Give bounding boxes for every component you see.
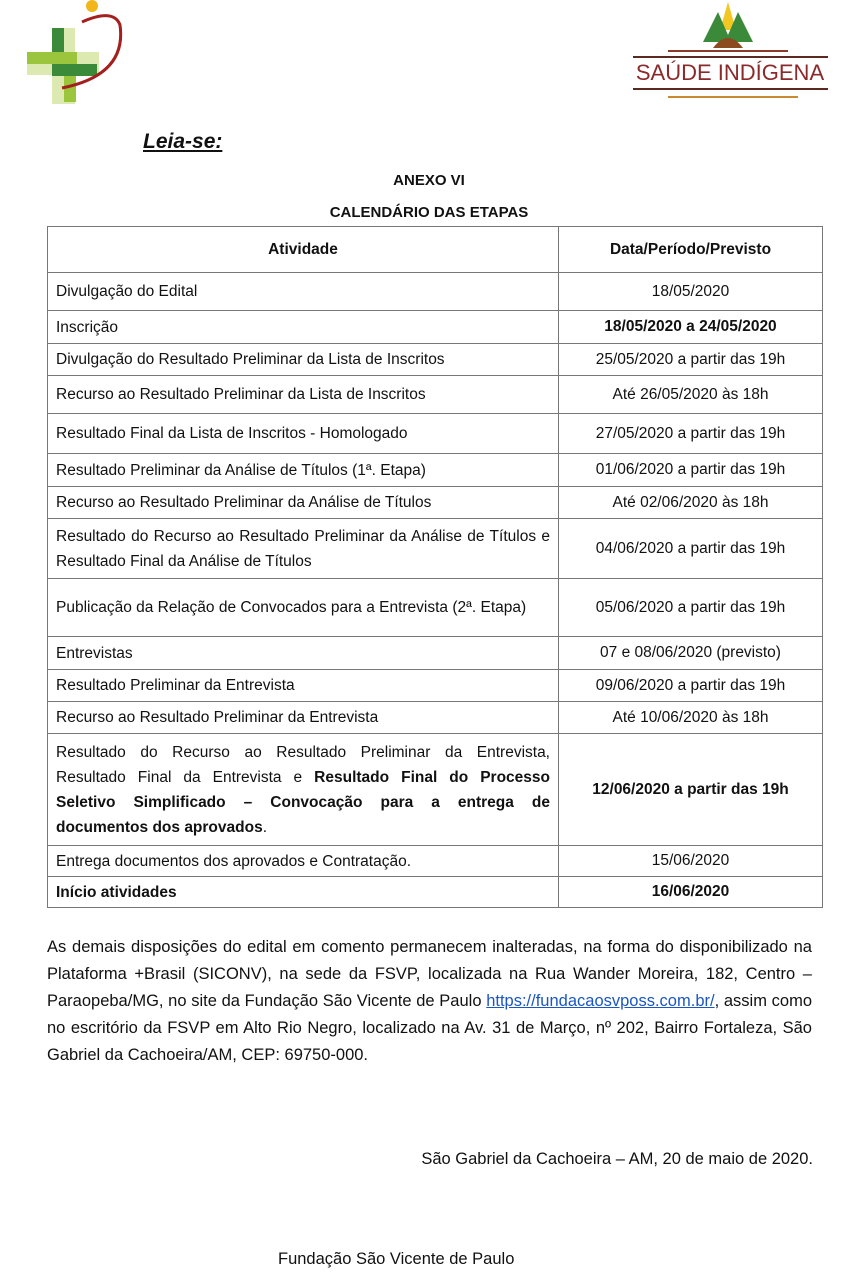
table-row [48,702,823,734]
leia-se-label: Leia-se: [143,130,223,153]
date-cell: 07 e 08/06/2020 (previsto) [559,637,823,670]
activity-cell: Divulgação do Resultado Preliminar da Lista de Inscritos [48,344,559,376]
table-row [48,273,823,311]
fundacao-link[interactable]: https://fundacaosvposs.com.br/ [486,992,715,1010]
activity-cell: Resultado do Recurso ao Resultado Preliminar da Análise de Títulos e Resultado Final da Análise de Títulos [48,519,559,579]
date-cell: Até 02/06/2020 às 18h [559,487,823,519]
footer-signature: Fundação São Vicente de Paulo [278,1250,515,1268]
table-header-row [48,227,823,273]
table-row [48,846,823,877]
calendar-title: CALENDÁRIO DAS ETAPAS [329,204,529,221]
closing-paragraph: As demais disposições do edital em comento permanecem inalteradas, na forma do disponibilizado na Plataforma +Brasil (SICONV), na sede da FSVP, localizada na Rua Wander Moreira, 182, Centro – Paraopeba/MG, no site da Fundação São Vicente de Paulo https://fundacaosvposs.com.br/, assim como no escritório da FSVP em Alto Rio Negro, localizado na Av. 31 de Março, nº 202, Bairro Fortaleza, São Gabriel da Cachoeira/AM, CEP: 69750-000. [47,938,812,1064]
activity-cell: Início atividades [48,877,559,908]
fsvp-cross-logo-icon [22,0,132,108]
date-cell: 12/06/2020 a partir das 19h [559,734,823,846]
date-cell: Até 10/06/2020 às 18h [559,702,823,734]
date-cell: Até 26/05/2020 às 18h [559,376,823,414]
table-row [48,877,823,908]
date-cell: 18/05/2020 a 24/05/2020 [559,311,823,344]
date-cell: 18/05/2020 [559,273,823,311]
activity-cell: Resultado Preliminar da Análise de Títulos (1ª. Etapa) [48,454,559,487]
activity-cell: Recurso ao Resultado Preliminar da Lista de Inscritos [48,376,559,414]
activity-cell: Recurso ao Resultado Preliminar da Análise de Títulos [48,487,559,519]
table-row [48,637,823,670]
activity-cell: Recurso ao Resultado Preliminar da Entrevista [48,702,559,734]
table-row [48,734,823,846]
date-cell: 27/05/2020 a partir das 19h [559,414,823,454]
svg-text:SAÚDE INDÍGENA: SAÚDE INDÍGENA [635,60,825,85]
table-row [48,454,823,487]
date-cell: 16/06/2020 [559,877,823,908]
header-activity: Atividade [48,227,559,273]
activity-cell: Divulgação do Edital [48,273,559,311]
annex-title: ANEXO VI [393,172,465,189]
activity-cell: Resultado do Recurso ao Resultado Preliminar da Entrevista, Resultado Final da Entrevista e Resultado Final do Processo Seletivo Simplificado – Convocação para a entrega de documentos dos aprovados. [48,734,559,846]
date-cell: 01/06/2020 a partir das 19h [559,454,823,487]
place-date: São Gabriel da Cachoeira – AM, 20 de maio de 2020. [421,1150,813,1168]
activity-cell: Entrevistas [48,637,559,670]
table-row [48,670,823,702]
activity-cell: Resultado Preliminar da Entrevista [48,670,559,702]
table-row [48,311,823,344]
date-cell: 05/06/2020 a partir das 19h [559,579,823,637]
header-date: Data/Período/Previsto [559,227,823,273]
date-cell: 15/06/2020 [559,846,823,877]
activity-cell: Entrega documentos dos aprovados e Contratação. [48,846,559,877]
date-cell: 25/05/2020 a partir das 19h [559,344,823,376]
activity-cell: Inscrição [48,311,559,344]
table-row [48,344,823,376]
date-cell: 04/06/2020 a partir das 19h [559,519,823,579]
table-row [48,519,823,579]
date-cell: 09/06/2020 a partir das 19h [559,670,823,702]
table-row [48,376,823,414]
table-row [48,579,823,637]
calendar-table [47,226,823,908]
table-row [48,487,823,519]
table-row [48,414,823,454]
activity-cell: Resultado Final da Lista de Inscritos - Homologado [48,414,559,454]
activity-cell: Publicação da Relação de Convocados para a Entrevista (2ª. Etapa) [48,579,559,637]
saude-indigena-logo-icon [628,0,833,102]
